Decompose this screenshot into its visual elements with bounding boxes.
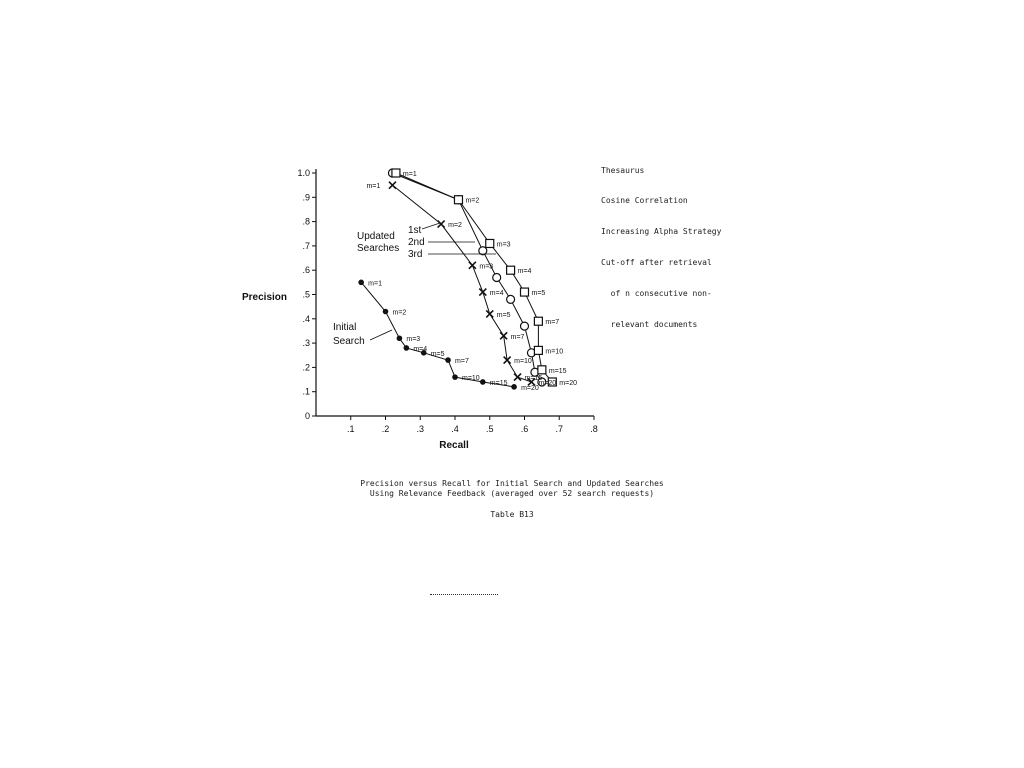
point-label: m=10 <box>462 375 480 383</box>
caption-line-1: Precision versus Recall for Initial Search and Updated Searches <box>360 479 664 488</box>
footer-rule <box>430 594 498 595</box>
x-tick-label: .5 <box>485 424 494 434</box>
point-label: m=15 <box>524 375 543 383</box>
y-tick-label: .7 <box>302 240 310 251</box>
data-point <box>511 384 517 390</box>
note-line: Thesaurus <box>601 165 645 175</box>
second-search-label: 2nd <box>408 237 425 248</box>
point-label: m=10 <box>514 358 532 366</box>
note-line: relevant documents <box>601 320 698 330</box>
y-tick-label: .1 <box>302 386 310 397</box>
table-label: Table B13 <box>490 510 534 519</box>
data-point <box>507 295 515 303</box>
caption-line-2: Using Relevance Feedback (averaged over 52 search requests) <box>369 489 655 498</box>
point-label: m=20 <box>521 384 539 392</box>
data-point <box>479 289 486 296</box>
data-point <box>521 322 529 330</box>
x-tick-label: .1 <box>346 424 355 434</box>
point-label: m=10 <box>545 348 564 356</box>
point-label: m=5 <box>430 350 445 358</box>
note-line: of n consecutive non- <box>601 289 712 299</box>
series-layer <box>358 169 556 390</box>
point-label: m=7 <box>455 358 469 366</box>
series-1st <box>389 182 535 386</box>
data-point <box>454 196 462 204</box>
data-point <box>445 357 451 363</box>
data-point <box>358 280 364 286</box>
x-tick-label: .3 <box>416 424 425 434</box>
data-point <box>514 374 521 381</box>
point-label: m=5 <box>496 311 511 319</box>
y-tick-label: .5 <box>302 289 310 300</box>
x-tick-label: .7 <box>555 424 564 434</box>
note-line: Cosine Correlation <box>601 196 688 206</box>
data-point <box>438 221 445 228</box>
initial-search-label: Search <box>333 336 365 347</box>
first-search-label: 1st <box>408 225 422 236</box>
third-search-label: 3rd <box>408 249 423 260</box>
note-line: Cut-off after retrieval <box>601 258 712 268</box>
data-point <box>534 317 542 325</box>
y-tick-label: .4 <box>302 313 310 324</box>
data-point <box>469 262 476 269</box>
point-label: m=1 <box>368 280 382 288</box>
data-point <box>392 169 400 177</box>
point-label: m=7 <box>510 333 525 341</box>
y-tick-label: .6 <box>302 265 310 276</box>
leader-line <box>422 223 440 229</box>
point-label: m=5 <box>531 290 546 298</box>
updated-searches-label: Searches <box>357 243 400 254</box>
data-point <box>389 182 396 189</box>
point-label: m=1 <box>402 171 417 178</box>
x-axis-label: Recall <box>439 440 469 451</box>
data-point <box>493 273 501 281</box>
y-tick-label: .8 <box>302 216 310 227</box>
data-point <box>383 309 389 315</box>
point-label: m=15 <box>548 367 567 375</box>
point-label: m=3 <box>496 241 511 249</box>
method-notes <box>601 145 721 341</box>
point-label: m=3 <box>479 263 494 271</box>
data-point <box>534 346 542 354</box>
y-tick-label: 1.0 <box>297 168 310 178</box>
note-line: Increasing Alpha Strategy <box>601 227 722 237</box>
y-tick-label: .3 <box>302 338 310 349</box>
point-label: m=2 <box>448 222 462 230</box>
y-tick-label: .2 <box>302 362 310 373</box>
point-label: m=20 <box>559 379 578 387</box>
point-label: m=1 <box>366 183 381 191</box>
data-point <box>452 374 458 380</box>
x-tick-label: .8 <box>590 424 598 434</box>
point-label: m=3 <box>406 336 421 344</box>
point-label: m=4 <box>517 268 532 276</box>
data-point <box>480 379 486 385</box>
data-point <box>538 366 546 374</box>
x-tick-label: .6 <box>520 424 529 434</box>
point-label: m=4 <box>489 290 504 298</box>
y-tick-label: 0 <box>304 411 310 421</box>
point-label: m=20 <box>538 379 557 387</box>
data-point <box>507 266 515 274</box>
data-point <box>486 310 493 317</box>
initial-search-label: Initial <box>333 322 357 333</box>
x-tick-label: .2 <box>381 424 390 434</box>
point-label: m=4 <box>413 345 428 353</box>
y-tick-label: .9 <box>302 192 310 203</box>
data-point <box>521 288 529 296</box>
leader-line <box>370 330 392 340</box>
y-axis-label: Precision <box>242 292 288 303</box>
chart-axes <box>242 168 598 451</box>
data-point <box>404 345 410 351</box>
point-label: m=7 <box>545 319 560 327</box>
point-label: m=2 <box>392 309 407 317</box>
updated-searches-label: Updated <box>357 231 395 242</box>
series-line <box>361 282 514 386</box>
point-label: m=2 <box>465 197 480 205</box>
x-tick-label: .4 <box>451 424 459 434</box>
point-label: m=15 <box>489 379 508 387</box>
data-point <box>397 335 403 341</box>
data-point <box>486 239 494 247</box>
